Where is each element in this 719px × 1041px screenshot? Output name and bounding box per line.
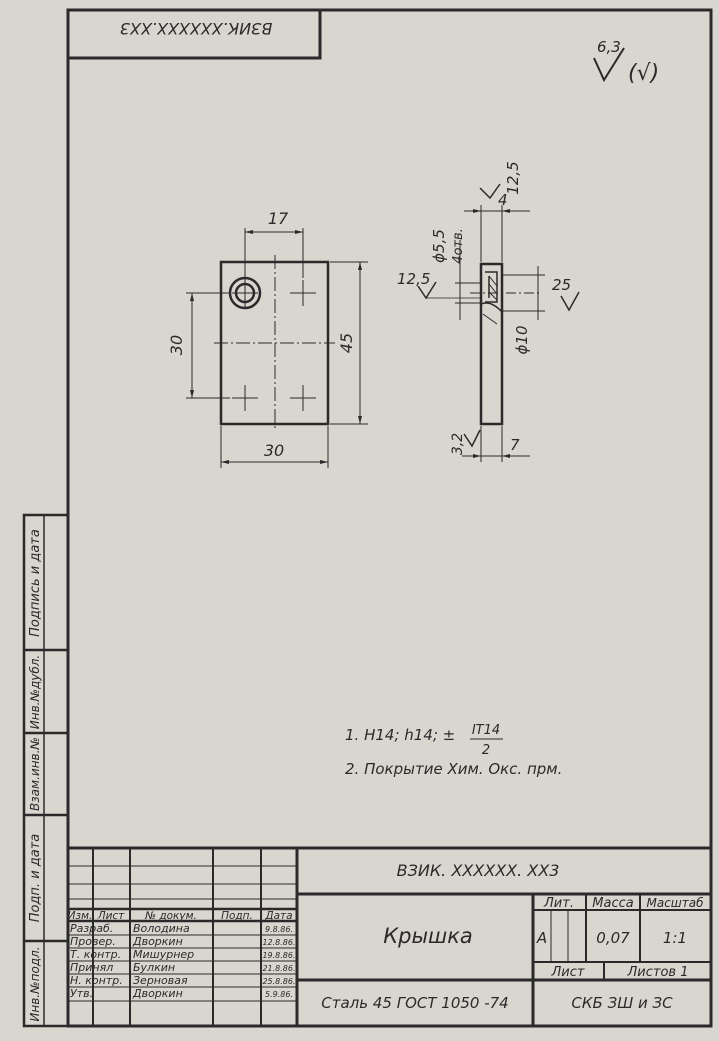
tb-row-date: 19.8.86. (262, 951, 296, 960)
tb-row-name: Булкин (133, 961, 176, 974)
note-1-numerator: IT14 (471, 723, 501, 738)
tb-sheet-label: Лист (551, 965, 585, 980)
tb-hdr-podp: Подп. (221, 910, 253, 922)
tb-row-role: Утв. (70, 987, 94, 1000)
side-label-inv-podl: Инв.№подл. (28, 946, 42, 1022)
top-stamp-text: ВЗИК.ХХХХХХ.ХХ3 (119, 19, 273, 38)
tb-row-name: Дворкин (133, 935, 183, 948)
hole-diameter: ϕ5,5 (430, 229, 448, 263)
tb-row-role: Н. контр. (70, 974, 123, 987)
dim-roughness-25: 25 (552, 276, 572, 294)
tb-hdr-data: Дата (265, 910, 293, 922)
tb-row-role: Разраб. (70, 922, 114, 935)
note-1-denominator: 2 (481, 743, 491, 758)
tb-designation: ВЗИК. ХХХХХХ. ХХ3 (396, 861, 560, 880)
dim-phi10: ϕ10 (513, 325, 531, 355)
tb-hdr-list: Лист (97, 910, 125, 922)
tb-org: СКБ ЗШ и ЗС (571, 994, 673, 1012)
tb-row-role: Т. контр. (70, 948, 122, 961)
dim-30-left: 30 (167, 334, 186, 356)
roughness-value: 6,3 (597, 38, 621, 56)
dim-roughness-side: 12,5 (397, 270, 431, 288)
tb-scale-label: Масштаб (646, 896, 704, 910)
tb-lit-value: А (536, 929, 548, 947)
tb-row-date: 9.8.86. (265, 925, 293, 934)
tb-hdr-izm: Изм. (67, 910, 93, 922)
tb-sheets-label: Листов 1 (627, 965, 689, 980)
note-1: 1. Н14; h14; ± (345, 726, 456, 744)
tb-row-date: 21.8.86. (262, 964, 296, 973)
dim-roughness-top: 12,5 (504, 161, 522, 195)
tb-row-name: Зерновая (133, 974, 188, 987)
tb-row-role: Принял (70, 961, 114, 974)
side-label-inv-dubl: Инв.№дубл. (28, 654, 42, 730)
dim-7: 7 (510, 436, 520, 454)
tb-material: Сталь 45 ГОСТ 1050 -74 (321, 994, 509, 1012)
tb-row-role: Провер. (70, 935, 116, 948)
tb-row-date: 12.8.86. (262, 938, 296, 947)
dim-4: 4 (498, 191, 508, 209)
dim-30-bottom: 30 (263, 441, 285, 460)
dim-roughness-3-2: 3,2 (450, 432, 466, 456)
tb-mass-value: 0,07 (596, 929, 630, 947)
tb-row-name: Дворкин (133, 987, 183, 1000)
tb-row-date: 5.9.86. (265, 990, 293, 999)
dim-45: 45 (337, 332, 356, 354)
side-label-sign-date-2: Подп. и дата (28, 833, 43, 923)
tb-part-name: Крышка (383, 924, 473, 948)
note-2: 2. Покрытие Хим. Окс. прм. (345, 760, 563, 778)
tb-row-name: Мишурнер (133, 948, 195, 961)
roughness-paren: (√) (628, 61, 660, 86)
side-label-sign-date-1: Подпись и дата (28, 529, 43, 637)
tb-row-name: Володина (133, 922, 190, 935)
dim-17: 17 (267, 209, 289, 228)
tb-lit-label: Лит. (544, 896, 574, 911)
side-label-vzam-inv: Взам.инв.№ (28, 737, 42, 811)
tb-hdr-doc: № докум. (145, 910, 197, 922)
tb-row-date: 25.8.86. (262, 977, 296, 986)
holes-count: 4отв. (451, 228, 466, 264)
tb-scale-value: 1:1 (662, 929, 688, 947)
tb-mass-label: Масса (592, 896, 634, 911)
